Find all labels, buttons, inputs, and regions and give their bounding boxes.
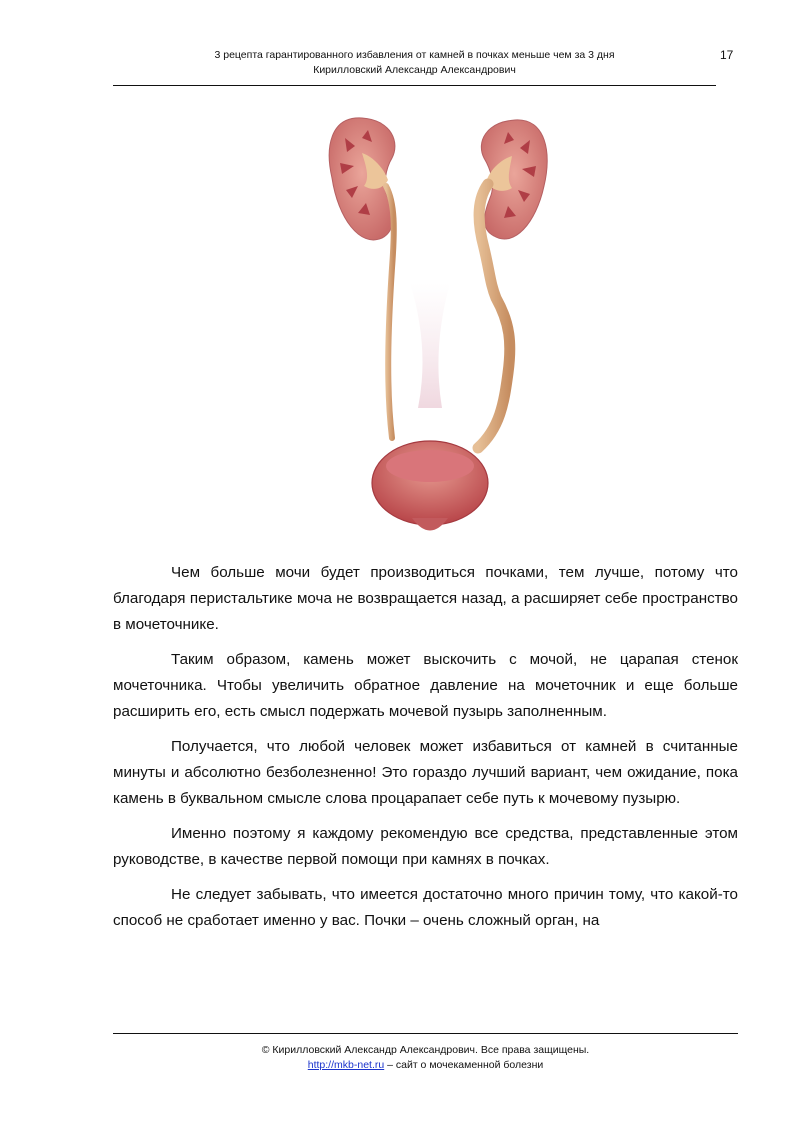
page-footer — [113, 1043, 738, 1073]
paragraph: Таким образом, камень может выскочить с мочой, не царапая стенок мочеточника. Чтобы увеличить обратное давление на мочеточник и еще больше расширить его, есть смысл подержать мочевой пузырь заполненным. — [113, 651, 738, 720]
main-text — [113, 560, 738, 943]
site-link-description: – сайт о мочекаменной болезни — [384, 1059, 544, 1071]
urinary-system-illustration — [300, 108, 560, 543]
paragraph: Чем больше мочи будет производиться почками, тем лучше, потому что благодаря перистальтике моча не возвращается назад, а расширяет себе пространство в мочеточнике. — [113, 564, 738, 633]
right-kidney — [481, 120, 547, 239]
paragraph: Не следует забывать, что имеется достаточно много причин тому, что какой-то способ не сработает именно у вас. Почки – очень сложный орган, на — [113, 886, 738, 929]
footer-copyright: © Кирилловский Александр Александрович. Все права защищены. — [261, 1044, 590, 1056]
page-number: 17 — [720, 48, 734, 62]
header-title: 3 рецепта гарантированного избавления от камней в почках меньше чем за 3 дня — [214, 49, 615, 61]
left-kidney — [329, 118, 395, 240]
paragraph: Именно поэтому я каждому рекомендую все средства, представленные этом руководстве, в качестве первой помощи при камнях в почках. — [113, 825, 738, 868]
header-divider — [113, 85, 716, 86]
bladder — [372, 441, 488, 531]
vessels-shadow — [410, 283, 450, 408]
footer-divider — [113, 1033, 738, 1034]
footer-link-line — [113, 1058, 738, 1073]
page-header — [113, 48, 716, 78]
paragraph: Получается, что любой человек может избавиться от камней в считанные минуты и абсолютно безболезненно! Это гораздо лучший вариант, чем ожидание, пока камень в буквальном смысле слова процарапает себе путь к мочевому пузырю. — [113, 738, 738, 807]
header-author: Кирилловский Александр Александрович — [313, 64, 516, 76]
site-link[interactable]: http://mkb-net.ru — [307, 1059, 385, 1071]
